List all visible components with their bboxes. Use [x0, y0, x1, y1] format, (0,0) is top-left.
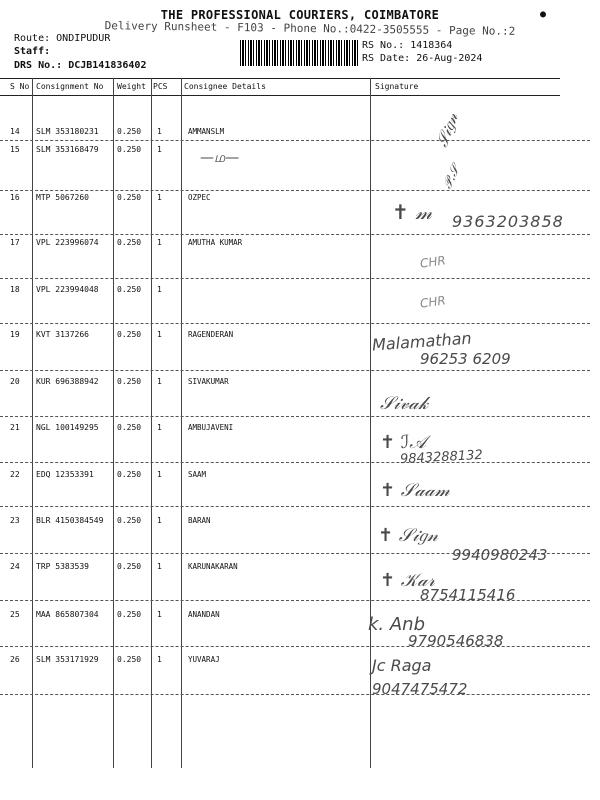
cell-sno: 26	[10, 655, 20, 664]
cell-pcs: 1	[157, 655, 162, 664]
phone-row25: 9790546838	[408, 632, 504, 650]
cell-consignment: KVT 3137266	[36, 330, 89, 339]
cell-consignee: ANANDAN	[188, 610, 220, 619]
cell-weight: 0.250	[117, 610, 142, 619]
cell-consignment: NGL 100149295	[36, 423, 99, 432]
cell-pcs: 1	[157, 330, 162, 339]
row-separator	[0, 278, 590, 279]
rs-date-label: RS Date:	[362, 53, 411, 64]
cell-consignment: EDQ 12353391	[36, 470, 94, 479]
phone-row19: 96253 6209	[420, 350, 511, 368]
cell-sno: 23	[10, 516, 20, 525]
phone-row23: 9940980243	[452, 546, 548, 564]
cell-weight: 0.250	[117, 423, 142, 432]
signature-row21: ✝ ℐ𝒜	[380, 432, 427, 453]
phone-row16: 9363203858	[452, 212, 564, 231]
signature-row23: ✝ 𝒮𝒾𝑔𝓃	[378, 525, 439, 546]
rs-no-label: RS No.:	[362, 40, 405, 51]
row-separator	[0, 234, 590, 235]
cell-consignment: BLR 4150384549	[36, 516, 104, 525]
cell-consignee: OZPEC	[188, 193, 211, 202]
phone-row24: 8754115416	[420, 586, 516, 604]
col-consignment: Consignment No	[36, 82, 104, 91]
cell-weight: 0.250	[117, 377, 142, 386]
cell-consignee: SAAM	[188, 470, 207, 479]
cell-pcs: 1	[157, 423, 162, 432]
cell-weight: 0.250	[117, 470, 142, 479]
column-divider	[113, 78, 114, 768]
signature-row22: ✝ 𝒮𝒶𝒶𝓂	[380, 480, 450, 501]
cell-consignee: BARAN	[188, 516, 211, 525]
row-separator	[0, 323, 590, 324]
cell-pcs: 1	[157, 285, 162, 294]
cell-consignment: MAA 865807304	[36, 610, 99, 619]
col-sno: S No	[10, 82, 30, 91]
cell-weight: 0.250	[117, 145, 142, 154]
signature-row16: ✝ 𝓂	[392, 200, 433, 224]
signature-row14: 𝒮𝒾𝑔𝓃	[432, 110, 462, 150]
rs-date-row	[362, 53, 482, 64]
cell-sno: 19	[10, 330, 20, 339]
row-separator	[0, 140, 590, 141]
cell-pcs: 1	[157, 127, 162, 136]
note-row18: CHR	[419, 293, 447, 311]
cell-weight: 0.250	[117, 285, 142, 294]
route-value: ONDIPUDUR	[56, 33, 111, 44]
column-divider	[151, 78, 152, 768]
cell-sno: 17	[10, 238, 20, 247]
cell-consignee: KARUNAKARAN	[188, 562, 238, 571]
cell-sno: 24	[10, 562, 20, 571]
rs-no-value: 1418364	[410, 40, 453, 51]
cell-pcs: 1	[157, 238, 162, 247]
col-consignee: Consignee Details	[184, 82, 266, 91]
cell-consignment: MTP 5067260	[36, 193, 89, 202]
signature-row20: 𝒮𝒾𝓋𝒶𝓀	[380, 393, 429, 414]
row-separator	[0, 370, 590, 371]
cell-sno: 15	[10, 145, 20, 154]
column-divider	[181, 78, 182, 768]
phone-row26: 9047475472	[372, 680, 468, 698]
col-pcs: PCS	[153, 82, 168, 91]
cell-sno: 16	[10, 193, 20, 202]
cell-consignee: AMUTHA KUMAR	[188, 238, 243, 247]
drs-row	[14, 60, 146, 71]
cell-consignment: TRP 5383539	[36, 562, 89, 571]
note-row17: CHR	[419, 253, 447, 271]
cell-consignee: AMBUJAVENI	[188, 423, 234, 432]
rs-no-row	[362, 40, 452, 51]
cell-pcs: 1	[157, 145, 162, 154]
cell-consignee: YUVARAJ	[188, 655, 220, 664]
cell-sno: 25	[10, 610, 20, 619]
row-separator	[0, 694, 590, 695]
cell-weight: 0.250	[117, 655, 142, 664]
col-weight: Weight	[117, 82, 146, 91]
cell-consignment: VPL 223996074	[36, 238, 99, 247]
row-separator	[0, 190, 590, 191]
cell-pcs: 1	[157, 193, 162, 202]
name-row25: k. Anb	[368, 614, 426, 635]
name-row19: Malamathan	[371, 328, 473, 355]
row-separator	[0, 462, 590, 463]
signature-row24: ✝ 𝒦𝒶𝓇	[380, 570, 435, 591]
column-divider	[32, 78, 33, 768]
cell-sno: 18	[10, 285, 20, 294]
cell-weight: 0.250	[117, 562, 142, 571]
staff-label: Staff:	[14, 46, 51, 57]
cell-consignment: KUR 696388942	[36, 377, 99, 386]
column-divider	[370, 78, 371, 768]
cell-consignment: SLM 353180231	[36, 127, 99, 136]
barcode	[240, 40, 358, 66]
route-row	[14, 33, 110, 44]
cell-consignment: SLM 353171929	[36, 655, 99, 664]
page-title: THE PROFESSIONAL COURIERS, COIMBATORE	[160, 8, 440, 22]
cell-pcs: 1	[157, 470, 162, 479]
cell-sno: 20	[10, 377, 20, 386]
phone-row21: 9843288132	[399, 447, 484, 468]
drs-label: DRS No.:	[14, 60, 63, 71]
dash-mark-row15: —ம—	[200, 150, 240, 166]
cell-weight: 0.250	[117, 193, 142, 202]
cell-sno: 14	[10, 127, 20, 136]
row-separator	[0, 416, 590, 417]
route-label: Route:	[14, 33, 51, 44]
cell-pcs: 1	[157, 516, 162, 525]
name-row26: Jc Raga	[372, 656, 432, 675]
mark-dot: ●	[540, 9, 547, 20]
cell-sno: 22	[10, 470, 20, 479]
cell-pcs: 1	[157, 610, 162, 619]
cell-weight: 0.250	[117, 127, 142, 136]
signature-row15: 𝒫.𝒮	[440, 163, 464, 192]
rs-date-value: 26-Aug-2024	[416, 53, 483, 64]
cell-consignee: RAGENDERAN	[188, 330, 234, 339]
col-signature: Signature	[375, 82, 419, 91]
cell-consignment: VPL 223994048	[36, 285, 99, 294]
row-separator	[0, 506, 590, 507]
cell-consignee: AMMANSLM	[188, 127, 225, 136]
cell-sno: 21	[10, 423, 20, 432]
cell-pcs: 1	[157, 377, 162, 386]
cell-consignment: SLM 353168479	[36, 145, 99, 154]
cell-weight: 0.250	[117, 238, 142, 247]
runsheet-subtitle: Delivery Runsheet - F103 - Phone No.:0422-3505555 - Page No.:2	[104, 19, 516, 38]
cell-weight: 0.250	[117, 516, 142, 525]
cell-consignee: SIVAKUMAR	[188, 377, 229, 386]
drs-value: DCJB141836402	[68, 60, 147, 71]
cell-pcs: 1	[157, 562, 162, 571]
table-header	[0, 78, 560, 96]
cell-weight: 0.250	[117, 330, 142, 339]
